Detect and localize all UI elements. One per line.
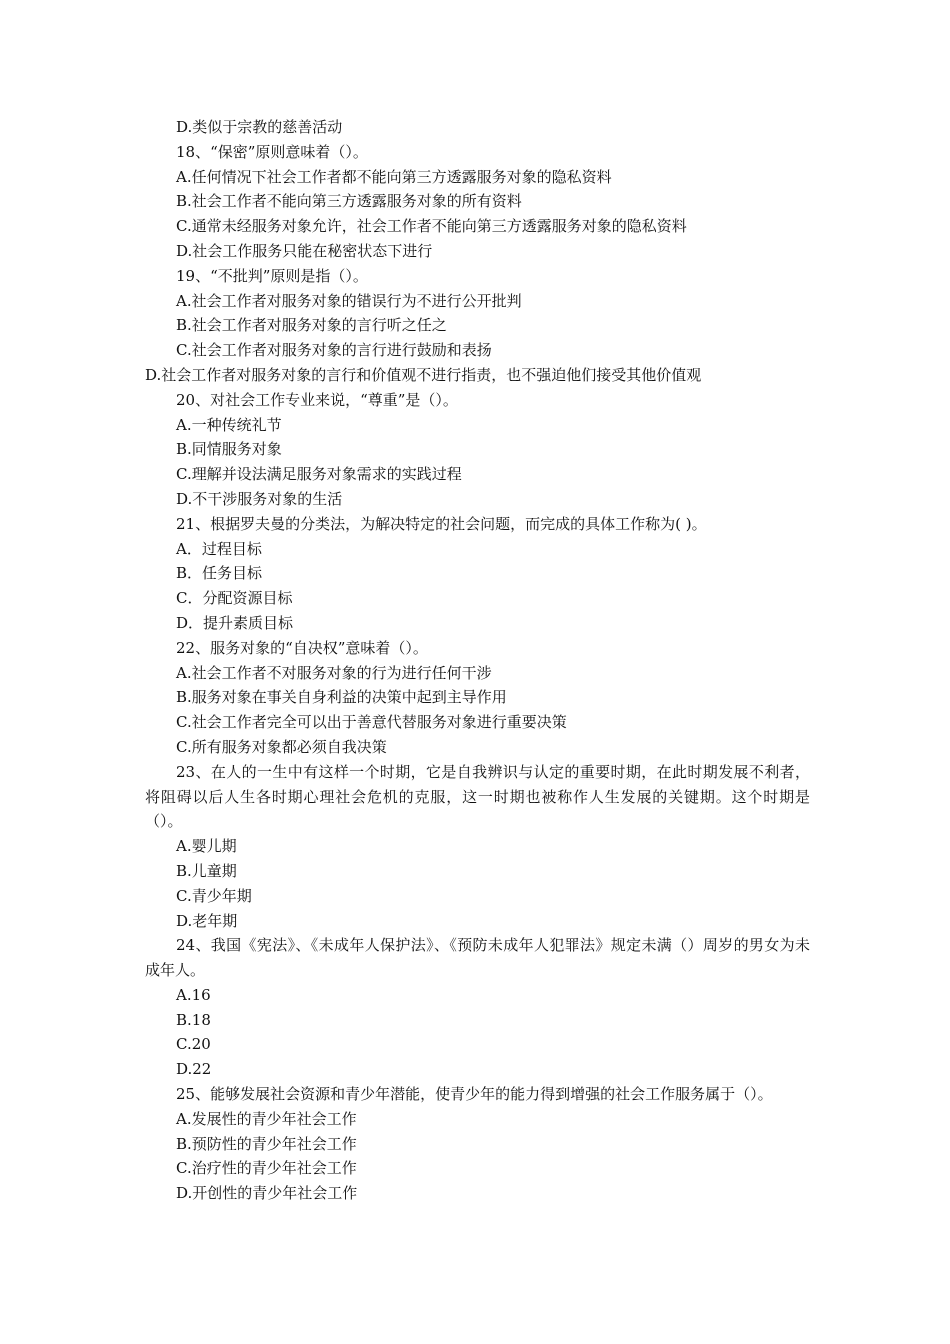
question-line: 22、服务对象的“自决权”意味着（）。 [176, 638, 428, 657]
option-line: B.社会工作者对服务对象的言行听之任之 [176, 316, 447, 335]
option-line: C.所有服务对象都必须自我决策 [176, 737, 387, 756]
option-line: C.社会工作者完全可以出于善意代替服务对象进行重要决策 [176, 713, 567, 732]
option-line: A.一种传统礼节 [176, 415, 282, 434]
option-line: D.类似于宗教的慈善活动 [176, 118, 343, 136]
option-line: C.20 [176, 1035, 211, 1054]
question-line: 19、“不批判”原则是指（）。 [176, 266, 368, 285]
option-line: D.不干涉服务对象的生活 [176, 489, 343, 508]
question-line: 18、“保密”原则意味着（）。 [176, 142, 368, 161]
option-line: A.16 [176, 985, 211, 1004]
option-line: D.社会工作者对服务对象的言行和价值观不进行指责，也不强迫他们接受其他价值观 [145, 365, 702, 384]
option-line: D.老年期 [176, 911, 238, 930]
option-line: B.儿童期 [176, 861, 237, 880]
question-line: 25、能够发展社会资源和青少年潜能，使青少年的能力得到增强的社会工作服务属于（）。 [176, 1085, 773, 1104]
option-line: D.22 [176, 1060, 212, 1079]
option-line: C.治疗性的青少年社会工作 [176, 1159, 357, 1178]
question-paragraph: 23、在人的一生中有这样一个时期，它是自我辨识与认定的重要时期，在此时期发展不利者，将阻碍以后人生各时期心理社会危机的克服，这一时期也被称作人生发展的关键期。这个时期是（）。 [145, 762, 810, 831]
option-line: A.发展性的青少年社会工作 [176, 1109, 357, 1128]
question-paragraph: 24、我国《宪法》、《未成年人保护法》、《预防未成年人犯罪法》规定未满（）周岁的男女为未成年人。 [145, 936, 810, 980]
option-line: B.同情服务对象 [176, 440, 282, 459]
option-line: D.开创性的青少年社会工作 [176, 1184, 358, 1203]
option-line: D．提升素质目标 [176, 613, 294, 632]
option-line: D.社会工作服务只能在秘密状态下进行 [176, 241, 433, 260]
question-line: 20、对社会工作专业来说，“尊重”是（）。 [176, 390, 458, 409]
option-line: C.社会工作者对服务对象的言行进行鼓励和表扬 [176, 341, 492, 360]
option-line: A.社会工作者不对服务对象的行为进行任何干涉 [176, 663, 492, 682]
option-line: A.任何情况下社会工作者都不能向第三方透露服务对象的隐私资料 [176, 167, 612, 186]
option-line: B.预防性的青少年社会工作 [176, 1134, 357, 1153]
option-line: A．过程目标 [176, 539, 262, 558]
option-line: C.通常未经服务对象允许，社会工作者不能向第三方透露服务对象的隐私资料 [176, 217, 687, 236]
option-line: A.婴儿期 [176, 837, 237, 856]
document-page [0, 115, 950, 1206]
option-line: B.社会工作者不能向第三方透露服务对象的所有资料 [176, 192, 522, 211]
option-line: B.18 [176, 1010, 211, 1029]
option-line: C．分配资源目标 [176, 589, 293, 608]
question-line: 21、根据罗夫曼的分类法，为解决特定的社会问题，而完成的具体工作称为( )。 [176, 514, 707, 533]
option-line: C.理解并设法满足服务对象需求的实践过程 [176, 465, 462, 484]
option-line: A.社会工作者对服务对象的错误行为不进行公开批判 [176, 291, 522, 310]
option-line: B．任务目标 [176, 564, 263, 583]
option-line: C.青少年期 [176, 886, 252, 905]
option-line: B.服务对象在事关自身利益的决策中起到主导作用 [176, 688, 507, 707]
